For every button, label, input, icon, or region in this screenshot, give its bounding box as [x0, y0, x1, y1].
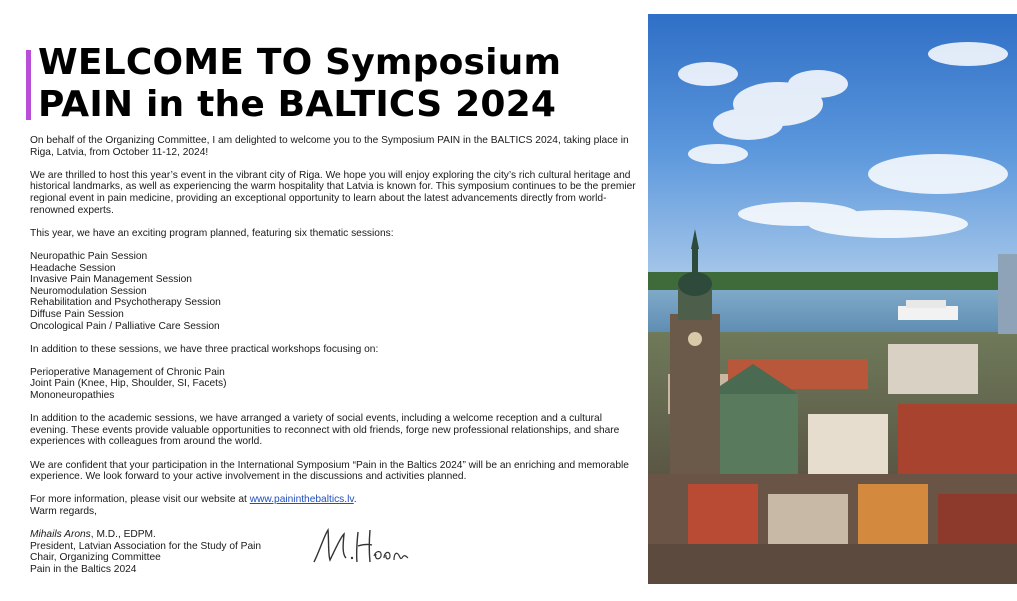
workshop-item: Perioperative Management of Chronic Pain	[30, 366, 225, 378]
signer-role-president: President, Latvian Association for the Study of Pain	[30, 540, 262, 552]
session-item: Headache Session	[30, 262, 116, 274]
session-item: Neuropathic Pain Session	[30, 250, 148, 262]
sessions-list	[30, 251, 640, 332]
riga-paragraph: We are thrilled to host this year’s event in the vibrant city of Riga. We hope you will enjoy exploring the city’s rich cultural heritage and historical landmarks, as well as experiencing the warm hospitality that Latvia is known for. This symposium continues to be the premier regional event in pain medicine, providing an exceptional opportunity to learn about the latest advancements directly from world-renowned experts.	[30, 169, 636, 216]
more-info-line	[30, 494, 640, 506]
session-item: Neuromodulation Session	[30, 285, 147, 297]
session-item: Rehabilitation and Psychotherapy Session	[30, 297, 221, 309]
signer-credentials: , M.D., EDPM.	[90, 529, 156, 541]
social-paragraph: In addition to the academic sessions, we have arranged a variety of social events, including a welcome reception and a cultural evening. These events provide valuable opportunities to reconnect with old friends, forge new professional relationships, and share experiences with colleagues from around the world.	[30, 413, 620, 448]
more-info-suffix: .	[353, 494, 357, 506]
session-item: Diffuse Pain Session	[30, 308, 124, 320]
riga-city-photo	[648, 14, 1017, 584]
signer-role-chair: Chair, Organizing Committee	[30, 552, 161, 564]
workshop-item: Joint Pain (Knee, Hip, Shoulder, SI, Facets)	[30, 378, 227, 390]
session-item: Oncological Pain / Palliative Care Session	[30, 320, 220, 332]
handwritten-signature	[310, 520, 410, 570]
signer-role-event: Pain in the Baltics 2024	[30, 563, 137, 575]
intro-paragraph: On behalf of the Organizing Committee, I am delighted to welcome you to the Symposium PAIN in the BALTICS 2024, taking place in Riga, Latvia, from October 11-12, 2024!	[30, 135, 629, 158]
sessions-intro: This year, we have an exciting program planned, featuring six thematic sessions:	[30, 227, 394, 239]
closing-paragraph: We are confident that your participation in the International Symposium “Pain in the Baltics 2024” will be an enriching and memorable experience. We look forward to your active involvement in the discussions and activities planned.	[30, 459, 629, 483]
signer-name: Mihails Arons	[30, 529, 91, 541]
welcome-letter	[30, 135, 640, 576]
more-info-prefix: For more information, please visit our website at	[30, 494, 250, 506]
title-line-1: WELCOME TO Symposium	[38, 42, 562, 83]
workshop-item: Mononeuropathies	[30, 390, 115, 402]
workshops-intro: In addition to these sessions, we have three practical workshops focusing on:	[30, 343, 379, 355]
page-title	[38, 42, 561, 126]
website-link[interactable]: www.paininthebaltics.lv	[249, 494, 354, 506]
workshops-list	[30, 367, 640, 402]
regards-line: Warm regards,	[30, 506, 97, 517]
session-item: Invasive Pain Management Session	[30, 274, 192, 286]
title-accent-bar	[26, 50, 31, 120]
title-line-2: PAIN in the BALTICS 2024	[38, 84, 557, 125]
riga-skyline-illustration	[648, 14, 1017, 584]
